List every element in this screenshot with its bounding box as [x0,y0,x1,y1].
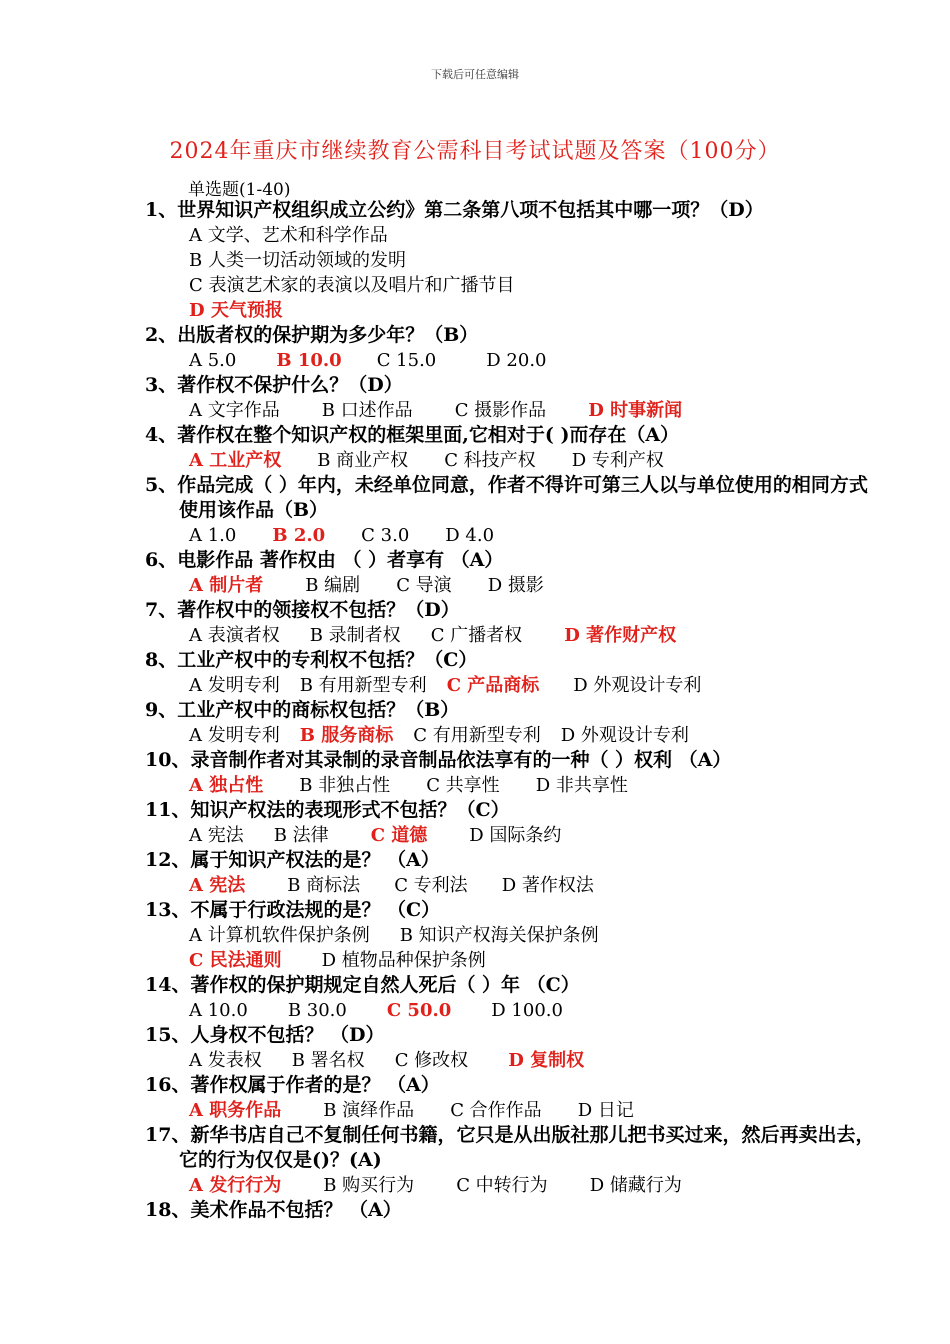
correct-option: D 天气预报 [189,300,283,321]
question-6: 6、电影作品 著作权由 （ ）者享有 （A） [145,549,504,571]
option: A 发明专利 [189,725,280,746]
option-row [145,923,885,948]
question-list [145,198,885,1223]
option: B 编剧 [305,575,361,596]
option: D 100.0 [491,1000,563,1021]
correct-option: C 道德 [370,825,428,846]
option: A 计算机软件保护条例 [189,925,370,946]
option: C 修改权 [394,1050,469,1071]
question-15: 15、人身权不包括？ （D） [145,1024,385,1046]
option-row [145,673,885,698]
option-row [145,948,885,973]
question-18: 18、美术作品不包括？ （A） [145,1199,402,1221]
option: D 外观设计专利 [560,725,689,746]
option: B 非独占性 [299,775,391,796]
question-10: 10、录音制作者对其录制的录音制品依法享有的一种（ ）权利 （A） [145,749,732,771]
correct-option: D 时事新闻 [588,400,683,421]
correct-option: A 职务作品 [189,1100,282,1121]
option: C 共享性 [426,775,500,796]
option: A 发明专利 [189,675,280,696]
option-row [145,448,885,473]
correct-option: C 民法通则 [189,950,282,971]
correct-option: B 2.0 [272,525,326,546]
option-row [145,1048,885,1073]
correct-option: B 10.0 [276,350,342,371]
option: C 广播者权 [430,625,523,646]
section-label: 单选题(1-40) [188,180,291,200]
correct-option: B 服务商标 [299,725,394,746]
option-row [145,998,885,1023]
question-1: 1、世界知识产权组织成立公约》第二条第八项不包括其中哪一项？（D） [145,199,764,221]
question-2: 2、出版者权的保护期为多少年？（B） [145,324,479,346]
option: A 宪法 [189,825,244,846]
option-row [145,573,885,598]
option-row [145,723,885,748]
question-3: 3、著作权不保护什么？（D） [145,374,403,396]
option: A 表演者权 [189,625,280,646]
option-row [145,1098,885,1123]
option-row [145,823,885,848]
option: B 知识产权海关保护条例 [399,925,599,946]
option: B 商标法 [287,875,361,896]
correct-option: D 著作财产权 [564,625,677,646]
option-row [145,273,885,298]
question-12: 12、属于知识产权法的是？ （A） [145,849,440,871]
option: C 3.0 [361,525,410,546]
question-4: 4、著作权在整个知识产权的框架里面,它相对于( )而存在（A） [145,424,680,446]
correct-option: A 制片者 [189,575,264,596]
option: B 人类一切活动领域的发明 [189,250,406,271]
option: D 4.0 [445,525,495,546]
option: C 有用新型专利 [413,725,541,746]
option: A 文字作品 [189,400,280,421]
option: D 专利产权 [571,450,664,471]
option: D 摄影 [487,575,544,596]
option: A 发表权 [189,1050,262,1071]
correct-option: C 产品商标 [446,675,540,696]
option: B 30.0 [287,1000,347,1021]
option: B 录制者权 [309,625,401,646]
correct-option: A 宪法 [189,875,246,896]
option: C 科技产权 [444,450,536,471]
option-row [145,523,885,548]
option: B 法律 [273,825,329,846]
option-row [145,348,885,373]
question-17: 17、新华书店自己不复制任何书籍，它只是从出版社那儿把书买过来，然后再卖出去，它的行为仅仅是()？(A) [145,1124,875,1171]
correct-option: A 独占性 [189,775,264,796]
option: A 1.0 [189,525,237,546]
option: C 专利法 [394,875,468,896]
question-7: 7、著作权中的领接权不包括？（D） [145,599,460,621]
option-row [145,248,885,273]
option: C 摄影作品 [454,400,547,421]
option: B 购买行为 [323,1175,415,1196]
option: D 外观设计专利 [573,675,702,696]
option: D 非共享性 [535,775,628,796]
correct-option: A 发行行为 [189,1175,282,1196]
correct-option: C 50.0 [386,1000,452,1021]
option: C 表演艺术家的表演以及唱片和广播节目 [189,275,515,296]
option-row [145,398,885,423]
option: C 中转行为 [456,1175,548,1196]
option: B 有用新型专利 [299,675,427,696]
option: D 储藏行为 [589,1175,682,1196]
correct-option: D 复制权 [508,1050,585,1071]
option: D 20.0 [486,350,547,371]
question-9: 9、工业产权中的商标权包括？（B） [145,699,460,721]
question-11: 11、知识产权法的表现形式不包括？（C） [145,799,510,821]
header-note: 下载后可任意编辑 [431,68,519,81]
option: C 合作作品 [450,1100,542,1121]
option-row [145,873,885,898]
question-13: 13、不属于行政法规的是？ （C） [145,899,441,921]
option: B 演绎作品 [323,1100,415,1121]
correct-option: A 工业产权 [189,450,282,471]
option: B 口述作品 [321,400,413,421]
option: D 著作权法 [501,875,594,896]
option: A 文学、艺术和科学作品 [189,225,388,246]
option: A 5.0 [189,350,237,371]
option-row [145,1173,885,1198]
question-16: 16、著作权属于作者的是？ （A） [145,1074,440,1096]
option: B 商业产权 [317,450,409,471]
option: D 植物品种保护条例 [321,950,486,971]
question-14: 14、著作权的保护期规定自然人死后（ ）年 （C） [145,974,580,996]
option: A 10.0 [189,1000,248,1021]
option-row [145,623,885,648]
option: C 导演 [396,575,452,596]
option: C 15.0 [376,350,437,371]
option: D 日记 [577,1100,634,1121]
option: B 署名权 [291,1050,365,1071]
option-row [145,223,885,248]
page-title: 2024年重庆市继续教育公需科目考试试题及答案（100分） [169,139,781,164]
option-row [145,298,885,323]
question-5: 5、作品完成（ ）年内，未经单位同意，作者不得许可第三人以与单位使用的相同方式使用该作品（B） [145,474,868,521]
option-row [145,773,885,798]
question-8: 8、工业产权中的专利权不包括？（C） [145,649,478,671]
option: D 国际条约 [469,825,562,846]
